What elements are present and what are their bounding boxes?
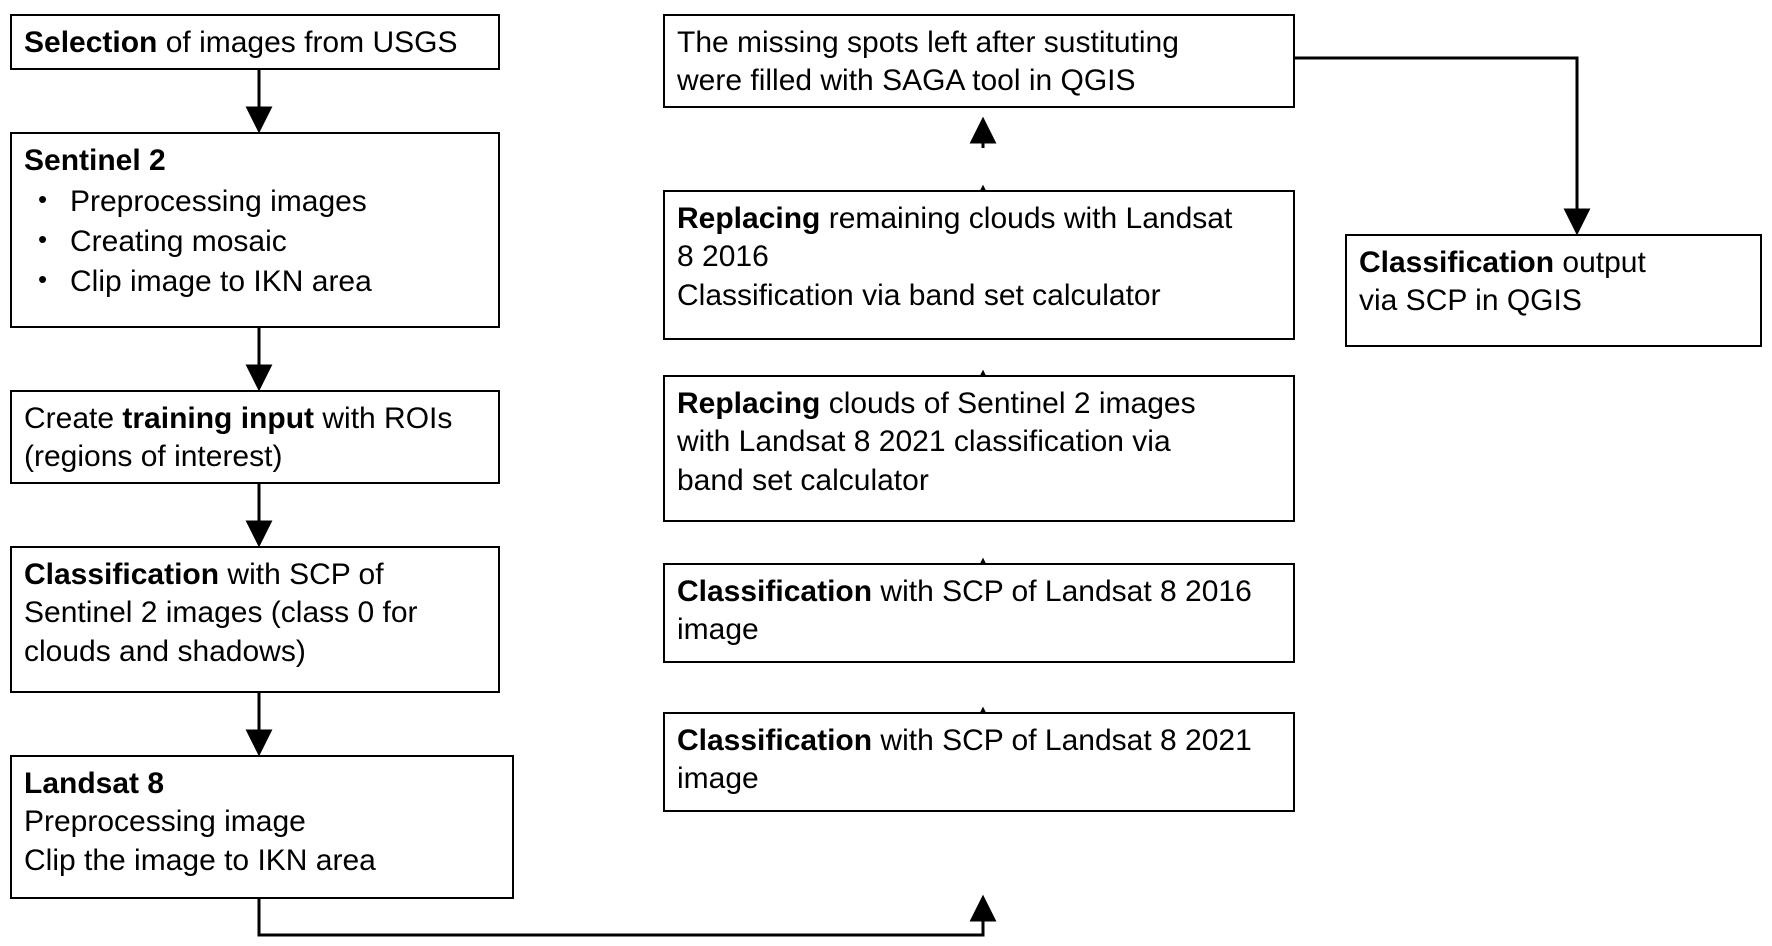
node-training-line1-a: Create <box>24 402 123 435</box>
node-landsat-8-line2: Preprocessing image <box>24 805 306 839</box>
node-replacing-clouds-line3: band set calculator <box>677 463 929 497</box>
node-selection-rest: of images from USGS <box>157 26 458 59</box>
node-output-line2: via SCP in QGIS <box>1359 284 1582 318</box>
node-training-line1-c: with ROIs <box>314 402 453 435</box>
node-replacing-clouds-line2: with Landsat 8 2021 classification via <box>677 425 1171 459</box>
node-selection-of-images <box>10 14 500 70</box>
node-class-l8-2021-heading: Classification <box>677 724 873 757</box>
node-classification-sentinel2 <box>10 546 500 693</box>
node-replacing-remaining-heading: Replacing <box>677 202 821 235</box>
node-training-input <box>10 390 500 484</box>
list-item: • Creating mosaic <box>30 222 486 262</box>
node-class-l8-2016-rest: with SCP of Landsat 8 2016 <box>872 575 1252 608</box>
node-classification-sentinel2-line3: clouds and shadows) <box>24 634 306 668</box>
node-classification-sentinel2-line2: Sentinel 2 images (class 0 for <box>24 596 418 630</box>
node-class-l8-2021-line2: image <box>677 762 759 796</box>
node-classification-sentinel2-rest: with SCP of <box>219 558 384 591</box>
node-classification-landsat8-2016 <box>663 563 1295 663</box>
node-missing-spots-line1: The missing spots left after sustituting <box>677 26 1179 59</box>
node-sentinel-2-bullets <box>24 182 486 301</box>
list-item: • Preprocessing images <box>30 182 486 222</box>
node-missing-spots-saga <box>663 14 1295 108</box>
node-landsat-8-heading: Landsat 8 <box>24 767 165 800</box>
node-class-l8-2021-rest: with SCP of Landsat 8 2021 <box>872 724 1252 757</box>
node-landsat-8-line3: Clip the image to IKN area <box>24 843 376 877</box>
node-replacing-remaining-rest: remaining clouds with Landsat <box>820 202 1233 235</box>
node-replacing-clouds-heading: Replacing <box>677 387 821 420</box>
node-missing-spots-line2: were filled with SAGA tool in QGIS <box>677 64 1136 98</box>
node-classification-sentinel2-heading: Classification <box>24 558 220 591</box>
node-training-line2: (regions of interest) <box>24 440 283 474</box>
node-landsat-8 <box>10 755 514 899</box>
list-item: • Clip image to IKN area <box>30 262 486 302</box>
node-replacing-remaining-clouds <box>663 190 1295 340</box>
node-replacing-remaining-line2: 8 2016 <box>677 240 769 274</box>
node-classification-output <box>1345 234 1762 347</box>
node-selection-heading: Selection <box>24 26 158 59</box>
node-replacing-clouds-rest: clouds of Sentinel 2 images <box>820 387 1196 420</box>
node-replacing-clouds-sentinel2 <box>663 375 1295 522</box>
node-class-l8-2016-line2: image <box>677 613 759 647</box>
node-sentinel-2 <box>10 132 500 328</box>
node-sentinel-2-heading: Sentinel 2 <box>24 144 166 177</box>
node-class-l8-2016-heading: Classification <box>677 575 873 608</box>
node-output-rest: output <box>1554 246 1646 279</box>
node-replacing-remaining-line3: Classification via band set calculator <box>677 278 1161 312</box>
node-training-line1-bold: training input <box>122 402 315 435</box>
node-output-heading: Classification <box>1359 246 1555 279</box>
node-classification-landsat8-2021 <box>663 712 1295 812</box>
